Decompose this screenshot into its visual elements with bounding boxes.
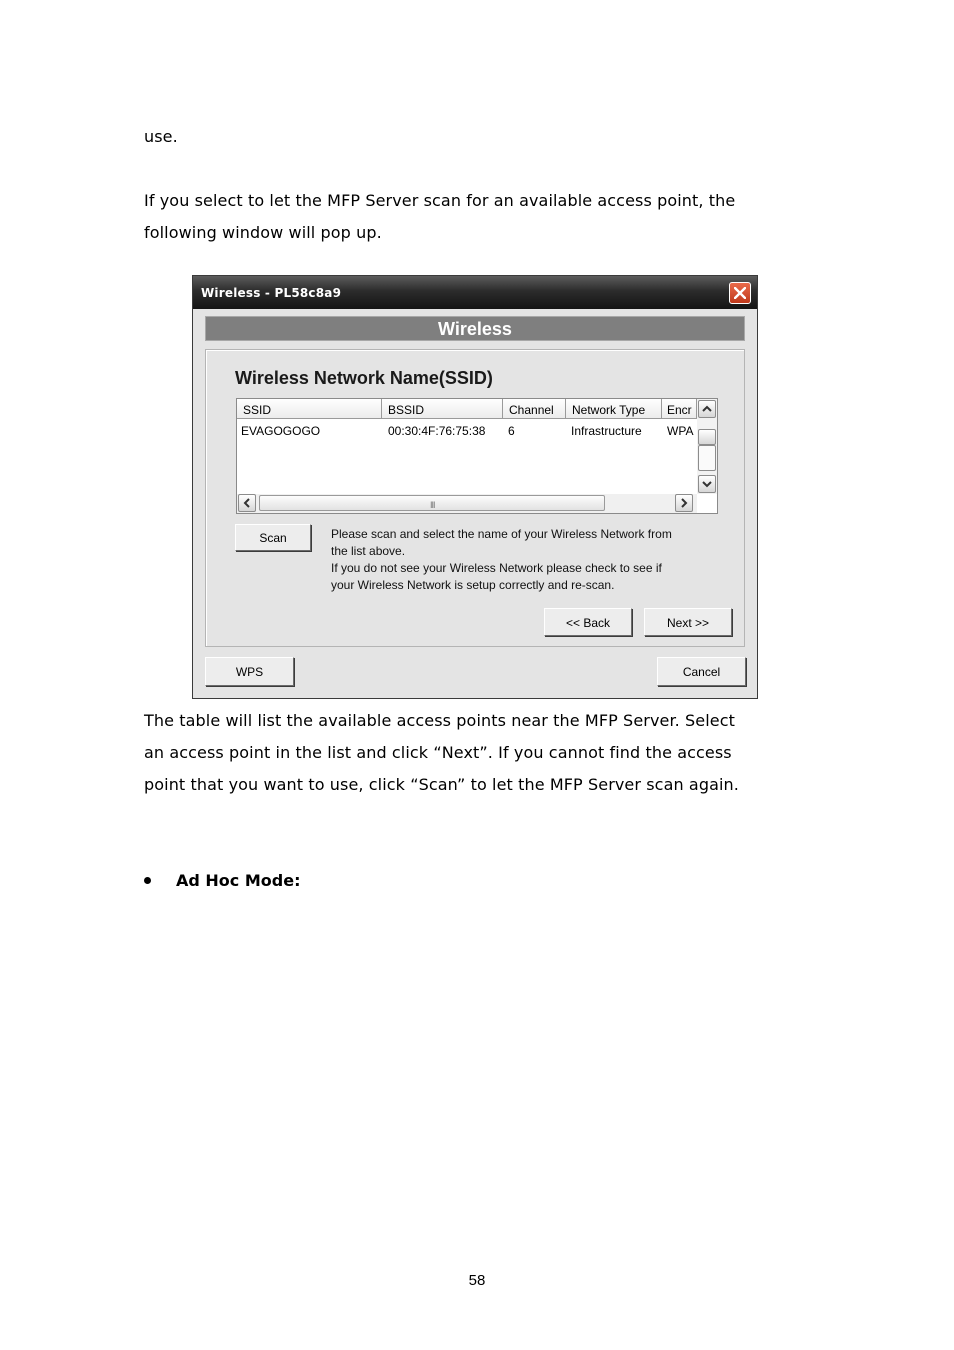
cell-network-type: Infrastructure: [571, 424, 642, 438]
column-header-encryption[interactable]: Encr: [662, 399, 697, 419]
ad-hoc-heading: Ad Hoc Mode:: [176, 871, 301, 890]
wireless-dialog: [192, 275, 758, 699]
vertical-scrollbar[interactable]: [697, 399, 717, 494]
chevron-right-icon: [679, 498, 689, 508]
ssid-list[interactable]: [236, 398, 718, 514]
scan-button[interactable]: Scan: [235, 524, 311, 551]
title-bar: [193, 276, 757, 309]
close-button[interactable]: [729, 282, 751, 304]
wireless-header: [205, 316, 745, 341]
help-line: the list above.: [331, 544, 406, 558]
column-header-channel[interactable]: Channel: [503, 399, 566, 419]
horizontal-scrollbar[interactable]: [237, 494, 697, 513]
scan-help-text: [331, 526, 721, 594]
column-header-bssid[interactable]: BSSID: [382, 399, 503, 419]
table-explain-line-1: The table will list the available access points near the MFP Server. Select: [144, 711, 735, 730]
cancel-button[interactable]: Cancel: [657, 657, 746, 686]
close-icon: [734, 287, 746, 299]
chevron-up-icon: [702, 404, 712, 414]
cell-ssid: EVAGOGOGO: [241, 424, 321, 438]
next-button[interactable]: Next >>: [644, 608, 732, 636]
page-number: 58: [468, 1272, 486, 1289]
column-header-network-type[interactable]: Network Type: [566, 399, 662, 419]
back-button[interactable]: << Back: [544, 608, 632, 636]
window-title: Wireless - PL58c8a9: [201, 286, 342, 300]
ssid-list-header: [237, 399, 697, 420]
cell-encryption: WPA: [667, 424, 694, 438]
bullet-icon: [144, 877, 151, 884]
cell-bssid: 00:30:4F:76:75:38: [388, 424, 486, 438]
horizontal-scroll-thumb[interactable]: [259, 495, 605, 511]
scroll-right-button[interactable]: [675, 494, 693, 512]
table-explain-line-2: an access point in the list and click “Next”. If you cannot find the access: [144, 743, 732, 762]
chevron-down-icon: [702, 479, 712, 489]
vertical-scroll-thumb[interactable]: [698, 429, 716, 445]
intro-text: use.: [144, 127, 178, 146]
help-line: If you do not see your Wireless Network please check to see if: [331, 561, 662, 575]
scan-intro-line-1: If you select to let the MFP Server scan for an available access point, the: [144, 191, 736, 210]
chevron-left-icon: [242, 498, 252, 508]
scroll-left-button[interactable]: [238, 494, 256, 512]
scroll-up-button[interactable]: [698, 400, 716, 418]
ssid-panel: [205, 349, 745, 647]
scroll-grip: III: [430, 500, 435, 510]
cell-channel: 6: [508, 424, 515, 438]
vertical-scroll-thumb-lower[interactable]: [698, 445, 716, 471]
ssid-section-title: Wireless Network Name(SSID): [235, 368, 493, 388]
wps-button[interactable]: WPS: [205, 657, 294, 686]
scan-intro-line-2: following window will pop up.: [144, 223, 382, 242]
column-header-ssid[interactable]: SSID: [237, 399, 382, 419]
table-explain-line-3: point that you want to use, click “Scan” to let the MFP Server scan again.: [144, 775, 739, 794]
help-line: your Wireless Network is setup correctly and re-scan.: [331, 578, 615, 592]
scroll-down-button[interactable]: [698, 475, 716, 493]
help-line: Please scan and select the name of your Wireless Network from: [331, 527, 672, 541]
wireless-header-label: Wireless: [438, 319, 512, 339]
